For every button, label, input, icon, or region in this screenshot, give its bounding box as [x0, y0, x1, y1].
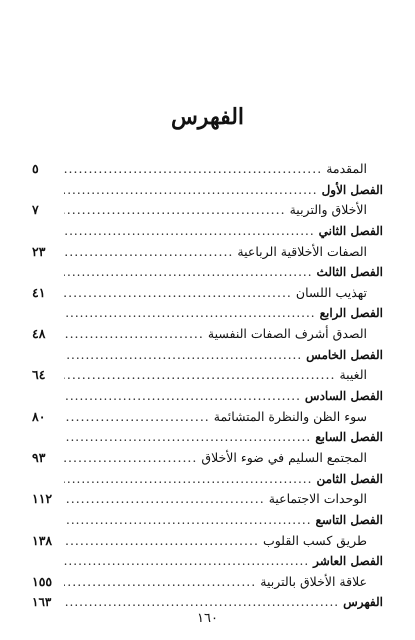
toc-chapter-row	[32, 427, 383, 448]
table-of-contents	[32, 159, 383, 613]
entry-title: الوحدات الاجتماعية	[268, 491, 367, 507]
dot-leader	[64, 510, 312, 531]
toc-entry-row	[32, 407, 383, 428]
page-ref: ٦٤	[32, 367, 46, 383]
toc-entry-row	[32, 200, 383, 221]
toc-chapter-row	[32, 262, 383, 283]
chapter-heading: الفصل السابع	[315, 430, 383, 445]
page-ref: ٢٣	[32, 243, 46, 259]
toc-chapter-row	[32, 469, 383, 490]
chapter-heading: الفصل الثامن	[316, 471, 383, 486]
page-ref: ١٣٨	[32, 532, 53, 548]
dot-leader	[64, 489, 265, 510]
entry-title: سوء الظن والنظرة المتشائمة	[213, 408, 367, 424]
toc-entry-row	[32, 242, 383, 263]
dot-leader	[64, 242, 233, 263]
dot-leader	[64, 592, 339, 613]
page-number: ١٦٠	[197, 611, 218, 626]
page-ref: ٥	[32, 161, 39, 176]
toc-chapter-row	[32, 551, 383, 572]
dot-leader	[64, 407, 210, 428]
chapter-heading: الفصل الخامس	[306, 347, 383, 362]
entry-title: علاقة الأخلاق بالتربية	[260, 573, 367, 589]
dot-leader	[64, 283, 292, 304]
page-ref: ١١٢	[32, 491, 53, 507]
chapter-heading: الفهرس	[343, 595, 383, 610]
page-ref: ٤٨	[32, 326, 46, 342]
dot-leader	[64, 303, 316, 324]
toc-entry-row	[32, 324, 383, 345]
dot-leader	[64, 469, 312, 490]
chapter-heading: الفصل الثالث	[316, 265, 383, 280]
toc-entry-row	[32, 448, 383, 469]
entry-title: المجتمع السليم في ضوء الأخلاق	[201, 449, 367, 465]
dot-leader	[64, 551, 309, 572]
entry-title: تهذيب اللسان	[295, 284, 367, 300]
toc-chapter-row	[32, 303, 383, 324]
page-ref: ٩٣	[32, 449, 46, 465]
dot-leader	[64, 365, 335, 386]
page-ref: ٤١	[32, 284, 46, 300]
dot-leader	[64, 386, 301, 407]
chapter-heading: الفصل السادس	[304, 389, 383, 404]
dot-leader	[64, 159, 322, 180]
chapter-heading: الفصل الثاني	[318, 223, 383, 238]
entry-title: المقدمة	[326, 161, 367, 176]
dot-leader	[64, 531, 259, 552]
dot-leader	[64, 262, 313, 283]
page-title: الفهرس	[170, 104, 245, 130]
dot-leader	[64, 324, 204, 345]
chapter-heading: الفصل العاشر	[313, 554, 383, 569]
page-ref: ٧	[32, 202, 39, 218]
toc-chapter-row	[32, 180, 383, 201]
dot-leader	[64, 221, 315, 242]
toc-chapter-row	[32, 592, 383, 613]
page-ref: ١٦٣	[32, 595, 52, 610]
toc-chapter-row	[32, 510, 383, 531]
entry-title: الأخلاق والتربية	[289, 202, 367, 218]
chapter-heading: الفصل الرابع	[319, 306, 383, 321]
dot-leader	[64, 448, 197, 469]
dot-leader	[64, 200, 286, 221]
toc-chapter-row	[32, 345, 383, 366]
toc-entry-row	[32, 159, 383, 180]
toc-entry-row	[32, 572, 383, 593]
entry-title: الصدق أشرف الصفات النفسية	[207, 326, 367, 342]
page-ref: ١٥٥	[32, 573, 53, 589]
toc-entry-row	[32, 489, 383, 510]
dot-leader	[64, 427, 311, 448]
entry-title: الغيبة	[339, 367, 367, 383]
entry-title: الصفات الأخلاقية الرباعية	[237, 243, 367, 259]
chapter-heading: الفصل التاسع	[315, 512, 383, 527]
dot-leader	[64, 345, 302, 366]
entry-title: طريق كسب القلوب	[262, 532, 367, 548]
toc-entry-row	[32, 531, 383, 552]
dot-leader	[64, 572, 256, 593]
page-ref: ٨٠	[32, 408, 46, 424]
chapter-heading: الفصل الأول	[321, 182, 383, 197]
toc-chapter-row	[32, 221, 383, 242]
toc-chapter-row	[32, 386, 383, 407]
toc-entry-row	[32, 365, 383, 386]
dot-leader	[64, 180, 318, 201]
toc-entry-row	[32, 283, 383, 304]
